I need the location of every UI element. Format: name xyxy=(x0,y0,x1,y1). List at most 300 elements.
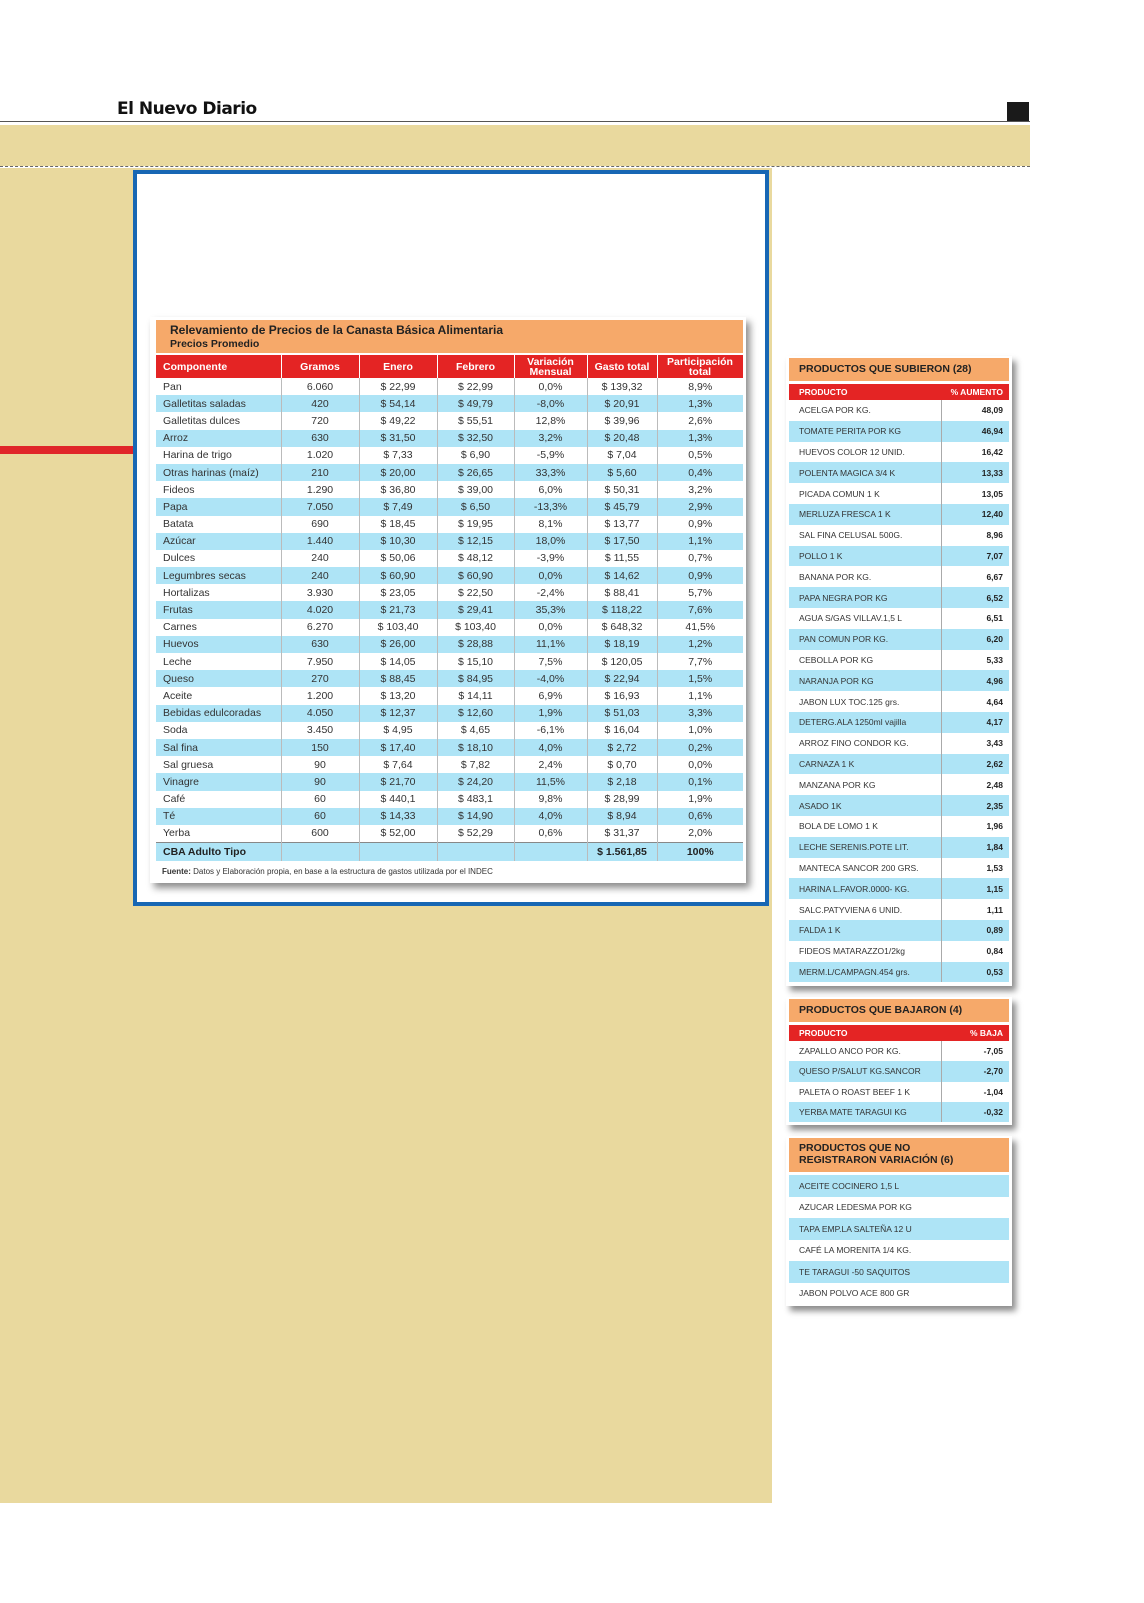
table-row xyxy=(156,756,743,773)
cell-participacion: 0,0% xyxy=(688,758,713,771)
list-item xyxy=(789,1041,1009,1061)
bajaron-table-body xyxy=(789,1041,1009,1122)
list-item xyxy=(789,546,1009,567)
cell-gasto: $ 28,99 xyxy=(587,791,657,808)
cell-componente: Papa xyxy=(156,498,281,515)
product-name: ACEITE COCINERO 1,5 L xyxy=(789,1175,1009,1197)
cell-componente: Fideos xyxy=(156,481,281,498)
cell-febrero: $ 19,95 xyxy=(437,516,514,533)
subieron-title: PRODUCTOS QUE SUBIERON (28) xyxy=(789,358,1009,381)
product-name: HUEVOS COLOR 12 UNID. xyxy=(799,446,905,457)
table-row xyxy=(156,464,743,481)
cell-gramos: 6.060 xyxy=(281,378,359,395)
table-row xyxy=(156,722,743,739)
product-name: LECHE SERENIS.POTE LIT. xyxy=(789,837,941,858)
list-item xyxy=(789,400,1009,421)
cell-participacion: 0,7% xyxy=(688,552,713,565)
cell-gasto: $ 7,04 xyxy=(587,447,657,464)
bajaron-header-row xyxy=(789,1025,1009,1041)
cell-enero: $ 50,06 xyxy=(359,550,437,567)
list-item xyxy=(789,1218,1009,1240)
cba-total-participacion: 100% xyxy=(657,843,743,862)
list-item xyxy=(789,1197,1009,1219)
cell-febrero: $ 39,00 xyxy=(437,481,514,498)
col-enero: Enero xyxy=(359,355,437,378)
cell-variacion: 2,4% xyxy=(514,756,587,773)
cell-febrero: $ 14,90 xyxy=(437,808,514,825)
cell-variacion: 4,0% xyxy=(514,808,587,825)
table-row xyxy=(156,378,743,395)
product-change: 13,33 xyxy=(941,462,1009,483)
cell-variacion: 0,0% xyxy=(514,567,587,584)
cell-enero: $ 13,20 xyxy=(359,687,437,704)
list-item xyxy=(789,1102,1009,1122)
table-row xyxy=(156,550,743,567)
cell-gramos: 210 xyxy=(281,464,359,481)
header-rule xyxy=(0,121,1030,122)
col-variacion: Variación Mensual xyxy=(514,355,587,378)
cell-variacion: 9,8% xyxy=(514,791,587,808)
cell-gramos: 4.050 xyxy=(281,705,359,722)
list-item xyxy=(789,774,1009,795)
product-name: ARROZ FINO CONDOR KG. xyxy=(799,738,909,749)
cell-participacion: 8,9% xyxy=(688,380,713,393)
list-item xyxy=(789,587,1009,608)
col-componente: Componente xyxy=(156,355,281,378)
product-name: JABON POLVO ACE 800 GR xyxy=(789,1283,1009,1305)
list-item xyxy=(789,754,1009,775)
cell-enero: $ 14,33 xyxy=(359,808,437,825)
cell-variacion: 33,3% xyxy=(514,464,587,481)
subieron-panel xyxy=(786,356,1012,986)
cell-febrero: $ 12,60 xyxy=(437,705,514,722)
cell-gramos: 240 xyxy=(281,567,359,584)
masthead-logo: El Nuevo Diario xyxy=(117,99,257,119)
cell-enero: $ 14,05 xyxy=(359,653,437,670)
product-name: POLLO 1 K xyxy=(789,546,941,567)
cell-variacion: -3,9% xyxy=(514,550,587,567)
cba-header-row xyxy=(156,355,743,378)
cell-gasto: $ 16,04 xyxy=(587,722,657,739)
cell-gramos: 270 xyxy=(281,670,359,687)
cell-febrero: $ 483,1 xyxy=(437,791,514,808)
cell-febrero: $ 24,20 xyxy=(437,773,514,790)
product-name: BANANA POR KG. xyxy=(799,571,872,582)
cell-componente: Té xyxy=(156,808,281,825)
list-item xyxy=(789,1240,1009,1262)
product-name: YERBA MATE TARAGUI KG xyxy=(789,1102,941,1122)
product-name: TAPA EMP.LA SALTEÑA 12 U xyxy=(789,1218,1009,1240)
cell-participacion: 7,7% xyxy=(688,655,713,668)
list-item xyxy=(789,733,1009,754)
product-change: 5,33 xyxy=(941,650,1009,671)
cell-enero: $ 7,64 xyxy=(359,756,437,773)
table-row xyxy=(156,430,743,447)
subieron-col-value: % AUMENTO xyxy=(941,384,1009,400)
cell-febrero: $ 18,10 xyxy=(437,739,514,756)
cell-febrero: $ 29,41 xyxy=(437,601,514,618)
cell-componente: Aceite xyxy=(156,687,281,704)
cell-componente: Azúcar xyxy=(156,533,281,550)
product-name: FALDA 1 K xyxy=(789,920,941,941)
cell-febrero: $ 22,99 xyxy=(437,378,514,395)
cell-enero: $ 49,22 xyxy=(359,412,437,429)
cell-participacion: 3,3% xyxy=(657,705,743,722)
product-name: AZUCAR LEDESMA POR KG xyxy=(789,1197,1009,1219)
list-item xyxy=(789,629,1009,650)
dashed-divider xyxy=(0,166,1030,167)
cell-participacion: 0,9% xyxy=(688,518,713,531)
table-row xyxy=(156,619,743,636)
red-accent-bar xyxy=(0,446,135,454)
list-item xyxy=(789,462,1009,483)
product-name: MERLUZA FRESCA 1 K xyxy=(789,504,941,525)
cell-participacion: 7,6% xyxy=(657,601,743,618)
cell-variacion: 6,0% xyxy=(514,481,587,498)
cell-participacion: 0,5% xyxy=(688,449,713,462)
product-change: 6,52 xyxy=(941,587,1009,608)
cell-enero: $ 54,14 xyxy=(359,395,437,412)
sin-variacion-table-body xyxy=(789,1175,1009,1304)
product-name: TOMATE PERITA POR KG xyxy=(789,421,941,442)
list-item xyxy=(789,858,1009,879)
cell-gramos: 1.200 xyxy=(281,687,359,704)
cell-gasto: $ 39,96 xyxy=(587,412,657,429)
cell-gramos: 3.450 xyxy=(281,722,359,739)
cell-componente: Galletitas dulces xyxy=(156,412,281,429)
list-item xyxy=(789,1283,1009,1305)
cell-gasto: $ 13,77 xyxy=(587,516,657,533)
product-name: ASADO 1K xyxy=(789,795,941,816)
cell-gasto: $ 18,19 xyxy=(587,636,657,653)
col-febrero: Febrero xyxy=(437,355,514,378)
cell-componente: Batata xyxy=(156,516,281,533)
cell-componente: Sal gruesa xyxy=(156,756,281,773)
subieron-table-body xyxy=(789,400,1009,982)
cell-gasto: $ 22,94 xyxy=(587,670,657,687)
sin-variacion-title-line2: REGISTRARON VARIACIÓN (6) xyxy=(799,1154,954,1166)
subieron-table xyxy=(789,384,1009,982)
table-row xyxy=(156,705,743,722)
product-name: BOLA DE LOMO 1 K xyxy=(799,821,878,832)
list-item xyxy=(789,878,1009,899)
cell-variacion: -8,0% xyxy=(514,395,587,412)
table-row xyxy=(156,739,743,756)
table-row xyxy=(156,481,743,498)
cell-gasto: $ 16,93 xyxy=(587,687,657,704)
cba-table-title-band xyxy=(156,320,743,353)
cell-componente: Frutas xyxy=(156,601,281,618)
cell-enero: $ 21,73 xyxy=(359,601,437,618)
cell-participacion: 1,5% xyxy=(657,670,743,687)
cell-enero: $ 26,00 xyxy=(359,636,437,653)
table-row xyxy=(156,808,743,825)
cell-enero: $ 36,80 xyxy=(359,481,437,498)
cell-gasto: $ 2,18 xyxy=(587,773,657,790)
cell-gasto: $ 11,55 xyxy=(587,550,657,567)
product-name: HARINA L.FAVOR.0000- KG. xyxy=(789,878,941,899)
product-name: SALC.PATYVIENA 6 UNID. xyxy=(799,904,903,915)
product-change: 1,96 xyxy=(941,816,1009,837)
cell-componente: Leche xyxy=(156,653,281,670)
sin-variacion-panel xyxy=(786,1136,1012,1306)
cell-gasto: $ 118,22 xyxy=(587,601,657,618)
cba-total-gasto: $ 1.561,85 xyxy=(587,843,657,862)
cba-table-subtitle: Precios Promedio xyxy=(170,338,260,350)
product-change: -1,04 xyxy=(941,1082,1009,1102)
cell-componente: Yerba xyxy=(156,825,281,843)
cell-gramos: 4.020 xyxy=(281,601,359,618)
list-item xyxy=(789,795,1009,816)
product-change: -2,70 xyxy=(941,1061,1009,1081)
cell-febrero: $ 12,15 xyxy=(437,533,514,550)
product-change: 46,94 xyxy=(941,421,1009,442)
cell-gasto: $ 45,79 xyxy=(587,498,657,515)
cell-enero: $ 440,1 xyxy=(359,791,437,808)
cell-variacion: 8,1% xyxy=(514,516,587,533)
list-item xyxy=(789,837,1009,858)
cell-gasto: $ 50,31 xyxy=(587,481,657,498)
product-name: SAL FINA CELUSAL 500G. xyxy=(799,530,903,541)
cell-gramos: 600 xyxy=(281,825,359,843)
product-name: MERM.L/CAMPAGN.454 grs. xyxy=(789,962,941,983)
cell-gasto: $ 2,72 xyxy=(587,739,657,756)
product-name: PICADA COMUN 1 K xyxy=(799,488,880,499)
product-change: 16,42 xyxy=(941,442,1009,463)
cell-participacion: 0,6% xyxy=(657,808,743,825)
header-band xyxy=(0,125,1030,166)
cba-source-note xyxy=(162,867,493,876)
cell-componente: Arroz xyxy=(156,430,281,447)
cell-componente: Queso xyxy=(156,670,281,687)
bajaron-col-value: % BAJA xyxy=(941,1025,1009,1041)
cell-variacion: 0,0% xyxy=(514,378,587,395)
cell-componente: Bebidas edulcoradas xyxy=(156,705,281,722)
cell-gramos: 1.020 xyxy=(281,447,359,464)
cell-variacion: 11,5% xyxy=(514,773,587,790)
cell-gramos: 60 xyxy=(281,808,359,825)
cell-febrero: $ 6,50 xyxy=(437,498,514,515)
product-change: 2,35 xyxy=(941,795,1009,816)
cell-febrero: $ 49,79 xyxy=(437,395,514,412)
cell-componente: Galletitas saladas xyxy=(156,395,281,412)
table-row xyxy=(156,653,743,670)
cell-gramos: 90 xyxy=(281,773,359,790)
table-row xyxy=(156,636,743,653)
product-change: 1,53 xyxy=(941,858,1009,879)
cell-febrero: $ 26,65 xyxy=(437,464,514,481)
product-change: 2,62 xyxy=(941,754,1009,775)
cell-variacion: 7,5% xyxy=(514,653,587,670)
bajaron-panel xyxy=(786,997,1012,1125)
cell-variacion: 0,6% xyxy=(514,825,587,843)
cell-gasto: $ 8,94 xyxy=(587,808,657,825)
cell-variacion: 35,3% xyxy=(514,601,587,618)
cell-variacion: 11,1% xyxy=(514,636,587,653)
list-item xyxy=(789,899,1009,920)
product-change: 1,84 xyxy=(941,837,1009,858)
cell-enero: $ 7,33 xyxy=(359,447,437,464)
cell-enero: $ 18,45 xyxy=(359,516,437,533)
cell-componente: Harina de trigo xyxy=(156,447,281,464)
product-change: 48,09 xyxy=(941,400,1009,421)
table-row xyxy=(156,773,743,790)
list-item xyxy=(789,442,1009,463)
sin-variacion-table xyxy=(789,1175,1009,1304)
table-row xyxy=(156,498,743,515)
product-change: 4,96 xyxy=(941,670,1009,691)
cell-febrero: $ 4,65 xyxy=(437,722,514,739)
cell-gramos: 420 xyxy=(281,395,359,412)
cell-enero: $ 31,50 xyxy=(359,430,437,447)
list-item xyxy=(789,1261,1009,1283)
cell-participacion: 1,2% xyxy=(657,636,743,653)
list-item xyxy=(789,816,1009,837)
cell-variacion: 1,9% xyxy=(514,705,587,722)
product-change: 6,51 xyxy=(941,608,1009,629)
product-change: 8,96 xyxy=(941,525,1009,546)
cell-participacion: 3,2% xyxy=(688,483,713,496)
cell-gramos: 720 xyxy=(281,412,359,429)
cell-participacion: 1,1% xyxy=(657,533,743,550)
cell-febrero: $ 15,10 xyxy=(437,653,514,670)
cell-gramos: 240 xyxy=(281,550,359,567)
product-change: 0,53 xyxy=(941,962,1009,983)
cell-enero: $ 22,99 xyxy=(359,378,437,395)
product-name: PALETA O ROAST BEEF 1 K xyxy=(799,1086,911,1097)
cba-total-label: CBA Adulto Tipo xyxy=(156,843,281,862)
cell-gramos: 630 xyxy=(281,430,359,447)
bajaron-table xyxy=(789,1025,1009,1122)
cba-total-row xyxy=(156,843,743,862)
cell-gramos: 1.290 xyxy=(281,481,359,498)
product-name: TE TARAGUI -50 SAQUITOS xyxy=(789,1261,1009,1283)
product-name: NARANJA POR KG xyxy=(789,670,941,691)
cell-variacion: 4,0% xyxy=(514,739,587,756)
product-change: -0,32 xyxy=(941,1102,1009,1122)
source-text: Datos y Elaboración propia, en base a la estructura de gastos utilizada por el INDEC xyxy=(193,867,493,876)
cell-componente: Soda xyxy=(156,722,281,739)
cell-variacion: 3,2% xyxy=(514,430,587,447)
cell-gasto: $ 20,48 xyxy=(587,430,657,447)
cell-febrero: $ 14,11 xyxy=(437,687,514,704)
cell-gasto: $ 0,70 xyxy=(587,756,657,773)
cell-febrero: $ 60,90 xyxy=(437,567,514,584)
cell-gramos: 90 xyxy=(281,756,359,773)
table-row xyxy=(156,670,743,687)
list-item xyxy=(789,608,1009,629)
product-name: CARNAZA 1 K xyxy=(789,754,941,775)
product-name: CEBOLLA POR KG xyxy=(799,654,874,665)
cell-febrero: $ 55,51 xyxy=(437,412,514,429)
cell-enero: $ 20,00 xyxy=(359,464,437,481)
cell-participacion: 0,1% xyxy=(657,773,743,790)
col-participacion: Participación total xyxy=(657,355,743,378)
cell-gasto: $ 648,32 xyxy=(587,619,657,636)
product-name: MANTECA SANCOR 200 GRS. xyxy=(799,862,919,873)
cell-gramos: 7.050 xyxy=(281,498,359,515)
cell-febrero: $ 84,95 xyxy=(437,670,514,687)
page-marker xyxy=(1007,102,1029,121)
list-item xyxy=(789,1061,1009,1081)
table-row xyxy=(156,412,743,429)
product-change: 7,07 xyxy=(941,546,1009,567)
cell-componente: Otras harinas (maíz) xyxy=(156,464,281,481)
source-label: Fuente: xyxy=(162,867,191,876)
table-row xyxy=(156,687,743,704)
cell-gasto: $ 88,41 xyxy=(587,584,657,601)
cell-variacion: 12,8% xyxy=(514,412,587,429)
cell-enero: $ 60,90 xyxy=(359,567,437,584)
cell-gasto: $ 120,05 xyxy=(587,653,657,670)
cell-gramos: 150 xyxy=(281,739,359,756)
cell-participacion: 1,1% xyxy=(688,689,713,702)
cell-participacion: 1,0% xyxy=(688,724,713,737)
product-name: JABON LUX TOC.125 grs. xyxy=(799,696,900,707)
cell-componente: Sal fina xyxy=(156,739,281,756)
product-name: POLENTA MAGICA 3/4 K xyxy=(789,462,941,483)
product-change: 0,84 xyxy=(941,941,1009,962)
cell-enero: $ 88,45 xyxy=(359,670,437,687)
product-name: QUESO P/SALUT KG.SANCOR xyxy=(789,1061,941,1081)
cell-febrero: $ 103,40 xyxy=(437,619,514,636)
cell-participacion: 2,9% xyxy=(657,498,743,515)
cell-componente: Pan xyxy=(156,378,281,395)
cell-variacion: -5,9% xyxy=(514,447,587,464)
cell-componente: Hortalizas xyxy=(156,584,281,601)
table-row xyxy=(156,791,743,808)
list-item xyxy=(789,670,1009,691)
list-item xyxy=(789,920,1009,941)
product-name: DETERG.ALA 1250ml vajilla xyxy=(789,712,941,733)
cell-febrero: $ 32,50 xyxy=(437,430,514,447)
product-change: 12,40 xyxy=(941,504,1009,525)
table-row xyxy=(156,395,743,412)
cell-componente: Carnes xyxy=(156,619,281,636)
cell-gramos: 7.950 xyxy=(281,653,359,670)
cell-participacion: 0,9% xyxy=(657,567,743,584)
col-gasto: Gasto total xyxy=(587,355,657,378)
table-row xyxy=(156,533,743,550)
product-change: 1,15 xyxy=(941,878,1009,899)
subieron-col-product: PRODUCTO xyxy=(789,384,941,400)
cell-componente: Dulces xyxy=(156,550,281,567)
cell-participacion: 5,7% xyxy=(688,586,713,599)
cell-componente: Vinagre xyxy=(156,773,281,790)
cell-variacion: 6,9% xyxy=(514,687,587,704)
cell-participacion: 41,5% xyxy=(685,621,716,634)
product-name: FIDEOS MATARAZZO1/2kg xyxy=(799,946,905,957)
table-row xyxy=(156,601,743,618)
cell-enero: $ 7,49 xyxy=(359,498,437,515)
product-name: AGUA S/GAS VILLAV.1,5 L xyxy=(799,613,903,624)
product-name: PAPA NEGRA POR KG xyxy=(789,587,941,608)
list-item xyxy=(789,1082,1009,1102)
cell-gasto: $ 17,50 xyxy=(587,533,657,550)
cell-componente: Legumbres secas xyxy=(156,567,281,584)
cell-enero: $ 21,70 xyxy=(359,773,437,790)
col-gramos: Gramos xyxy=(281,355,359,378)
cell-febrero: $ 22,50 xyxy=(437,584,514,601)
product-change: 4,17 xyxy=(941,712,1009,733)
table-row xyxy=(156,516,743,533)
bajaron-title: PRODUCTOS QUE BAJARON (4) xyxy=(789,999,1009,1022)
cell-enero: $ 17,40 xyxy=(359,739,437,756)
product-change: 3,43 xyxy=(941,733,1009,754)
cba-table-title: Relevamiento de Precios de la Canasta Básica Alimentaria xyxy=(170,323,504,337)
cell-gasto: $ 20,91 xyxy=(587,395,657,412)
cell-febrero: $ 48,12 xyxy=(437,550,514,567)
